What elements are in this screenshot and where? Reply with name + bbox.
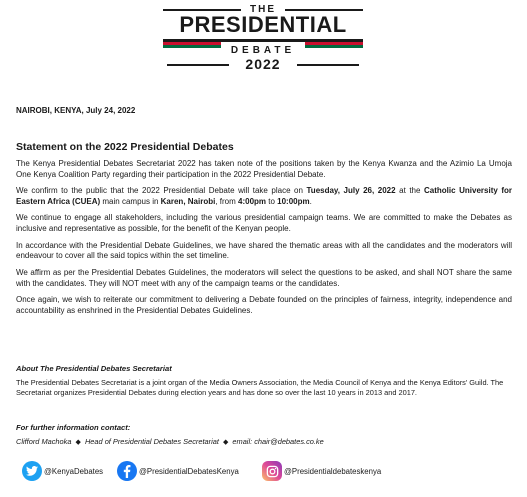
contact-role: Head of Presidential Debates Secretariat xyxy=(84,437,219,446)
p2-text-4: , from xyxy=(215,196,238,206)
logo-debate: DEBATE xyxy=(230,45,296,56)
paragraph-1: The Kenya Presidential Debates Secretariat 2022 has taken note of the positions taken by the Kenya Kwanza and the Azimio La Umoja One Kenya Coalition Party regarding their participation in the 2022 Presidential Debate. xyxy=(16,159,512,179)
diamond-separator-icon: ◆ xyxy=(222,439,229,446)
p2-text-6: . xyxy=(309,196,312,206)
twitter-handle: @KenyaDebates xyxy=(44,466,104,476)
contact-email[interactable]: email: chair@debates.co.ke xyxy=(232,437,324,446)
contact-line xyxy=(16,437,324,446)
facebook-handle: @PresidentialDebatesKenya xyxy=(139,466,239,476)
p2-text-2: at the xyxy=(395,186,425,196)
dateline: NAIROBI, KENYA, July 24, 2022 xyxy=(16,106,136,115)
debate-location: Karen, Nairobi xyxy=(160,196,216,206)
logo-year: 2022 xyxy=(245,56,281,72)
instagram-handle: @Presidentialdebateskenya xyxy=(284,466,382,476)
statement-title: Statement on the 2022 Presidential Debates xyxy=(16,141,234,153)
twitter-bird-icon xyxy=(22,461,42,481)
contact-name: Clifford Machoka xyxy=(16,437,72,446)
social-instagram[interactable] xyxy=(262,460,381,482)
statement-body xyxy=(16,159,512,322)
debate-venue: Catholic University for Eastern Africa (CUEA) xyxy=(16,186,513,206)
paragraph-6: Once again, we wish to reiterate our commitment to delivering a Debate founded on the principles of fairness, integrity, independence and accountability as enshrined in the Presidential Debates Guidelines. xyxy=(16,294,512,315)
about-text: The Presidential Debates Secretariat is a joint organ of the Media Owners Association, the Media Council of Kenya and the Kenya Editors' Guild. The Secretariat organizes Presidential Debates during election years and has done so over the last 10 years in 2013 and 2017. xyxy=(16,378,504,397)
paragraph-5: We affirm as per the Presidential Debates Guidelines, the moderators will select the questions to be asked, and shall NOT share the same with the candidates. They will NOT meet with any of the campaign teams or the candidates. xyxy=(16,267,512,288)
p2-text-1: We confirm to the public that the 2022 Presidential Debate will take place on xyxy=(16,186,307,196)
paragraph-3: We continue to engage all stakeholders, including the various presidential campaign teams. We are committed to make the Debates as inclusive and representative as possible, for the benefit of the Kenyan people. xyxy=(16,213,512,234)
paragraph-2 xyxy=(16,186,512,208)
p2-text-3: main campus in xyxy=(100,196,161,206)
logo-the: THE xyxy=(250,4,276,15)
debate-date: Tuesday, July 26, 2022 xyxy=(306,186,396,196)
debate-start-time: 4:00pm xyxy=(238,196,267,206)
presidential-debate-logo xyxy=(163,4,363,72)
debate-end-time: 10:00pm xyxy=(277,196,310,206)
logo-presidential: PRESIDENTIAL xyxy=(179,12,347,37)
diamond-separator-icon: ◆ xyxy=(75,439,81,446)
social-facebook[interactable] xyxy=(117,460,239,482)
instagram-camera-icon xyxy=(262,461,282,481)
contact-heading: For further information contact: xyxy=(16,423,131,432)
facebook-f-icon xyxy=(117,461,137,481)
social-twitter[interactable] xyxy=(22,460,103,482)
p2-text-5: to xyxy=(266,196,278,206)
about-heading: About The Presidential Debates Secretariat xyxy=(16,364,172,373)
paragraph-4: In accordance with the Presidential Debate Guidelines, we have shared the thematic areas with all the candidates and the moderators will endeavour to cover all the said topics within the set timeline. xyxy=(16,240,512,261)
